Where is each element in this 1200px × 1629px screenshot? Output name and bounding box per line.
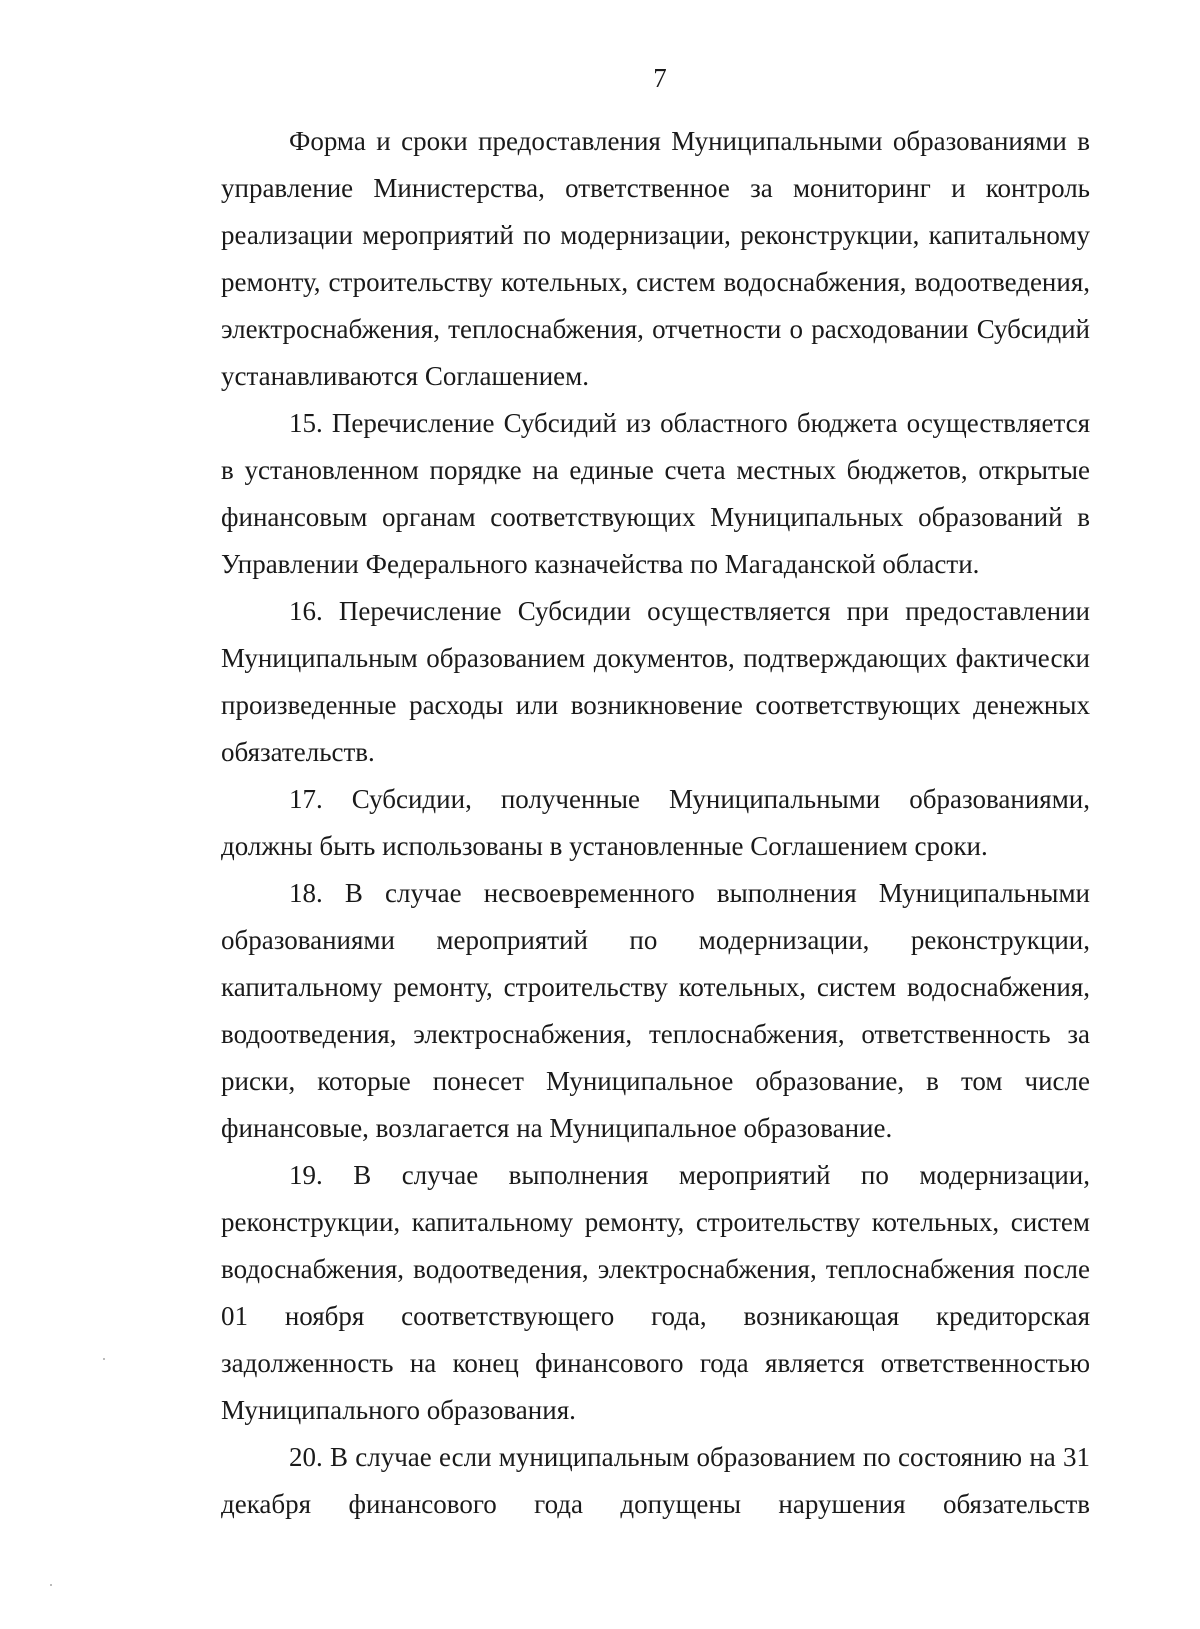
document-body [221,118,1090,1528]
paragraph-20: 20. В случае если муниципальным образованием по состоянию на 31 декабря финансового года допущены нарушения обязательств [221,1442,1090,1519]
paragraph-reporting-form: Форма и сроки предоставления Муниципальными образованиями в управление Министерства, ответственное за мониторинг и контроль реализации мероприятий по модернизации, реконструкции, капитальному ремонту, строительству котельных, систем водоснабжения, водоотведения, электроснабжения, теплоснабжения, отчетности о расходовании Субсидий устанавливаются Соглашением. [221,126,1090,391]
paragraph-19: 19. В случае выполнения мероприятий по модернизации, реконструкции, капитальному ремонту, строительству котельных, систем водоснабжения, водоотведения, электроснабжения, теплоснабжения после 01 ноября соответствующего года, возникающая кредиторская задолженность на конец финансового года является ответственностью Муниципального образования. [221,1160,1090,1425]
paragraph-16: 16. Перечисление Субсидии осуществляется при предоставлении Муниципальным образованием документов, подтверждающих фактически произведенные расходы или возникновение соответствующих денежных обязательств. [221,596,1090,767]
paragraph-17: 17. Субсидии, полученные Муниципальными образованиями, должны быть использованы в установленные Соглашением сроки. [221,784,1090,861]
page-number: 7 [653,63,667,93]
scan-speck [50,1584,52,1586]
paragraph-15: 15. Перечисление Субсидий из областного бюджета осуществляется в установленном порядке на единые счета местных бюджетов, открытые финансовым органам соответствующих Муниципальных образований в Управлении Федерального казначейства по Магаданской области. [221,408,1090,579]
scan-speck [103,1358,105,1360]
paragraph-18: 18. В случае несвоевременного выполнения Муниципальными образованиями мероприятий по модернизации, реконструкции, капитальному ремонту, строительству котельных, систем водоснабжения, водоотведения, электроснабжения, теплоснабжения, ответственность за риски, которые понесет Муниципальное образование, в том числе финансовые, возлагается на Муниципальное образование. [221,878,1090,1143]
